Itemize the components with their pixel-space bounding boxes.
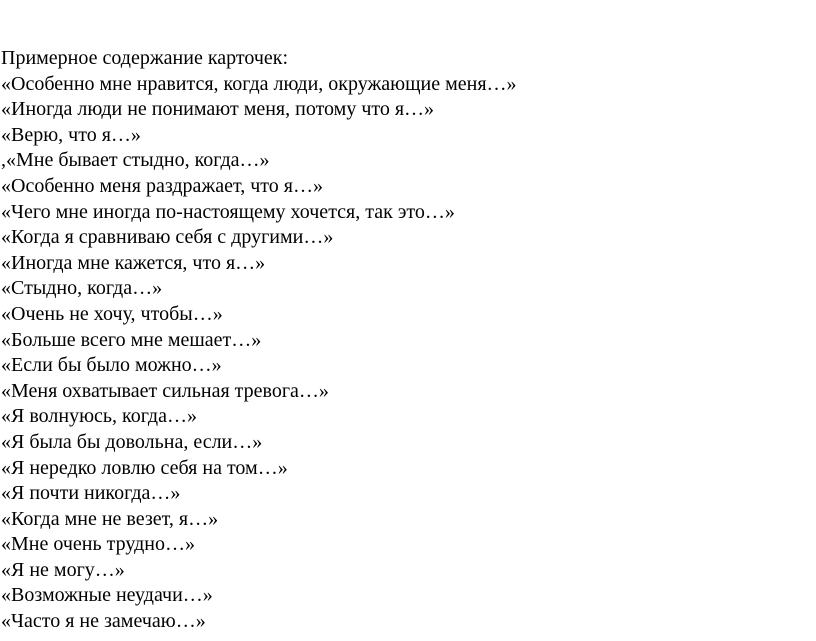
card-phrase-line: «Часто я не замечаю…» bbox=[1, 610, 206, 633]
card-phrase-line: «Иногда люди не понимают меня, потому что я…» bbox=[1, 98, 435, 121]
card-phrase-line: «Мне очень трудно…» bbox=[1, 533, 195, 556]
card-phrase-line: «Стыдно, когда…» bbox=[1, 277, 163, 300]
card-phrase-line: «Особенно мне нравится, когда люди, окружающие меня…» bbox=[1, 72, 517, 95]
card-phrase-line: «Я не могу…» bbox=[1, 558, 125, 581]
document-text bbox=[1, 46, 517, 635]
card-phrase-line: «Чего мне иногда по-настоящему хочется, так это…» bbox=[1, 200, 455, 223]
card-phrase-line: «Меня охватывает сильная тревога…» bbox=[1, 379, 329, 402]
card-phrase-line: «Особенно меня раздражает, что я…» bbox=[1, 174, 323, 197]
card-phrase-line: «Я почти никогда…» bbox=[1, 482, 181, 505]
card-phrase-line: ,«Мне бывает стыдно, когда…» bbox=[1, 149, 270, 172]
card-phrase-line: «Когда мне не везет, я…» bbox=[1, 507, 219, 530]
card-phrase-line: «Возможные неудачи…» bbox=[1, 584, 213, 607]
card-phrase-line: «Верю, что я…» bbox=[1, 123, 141, 146]
card-phrase-line: «Больше всего мне мешает…» bbox=[1, 328, 262, 351]
card-phrase-line: «Я нередко ловлю себя на том…» bbox=[1, 456, 288, 479]
card-phrase-line: «Когда я сравниваю себя с другими…» bbox=[1, 226, 334, 249]
card-phrase-line: «Я волнуюсь, когда…» bbox=[1, 405, 197, 428]
card-phrase-line: «Иногда мне кажется, что я…» bbox=[1, 251, 266, 274]
card-phrase-line: «Если бы было можно…» bbox=[1, 354, 222, 377]
card-phrase-line: «Я была бы довольна, если…» bbox=[1, 430, 263, 453]
card-phrase-line: «Очень не хочу, чтобы…» bbox=[1, 302, 223, 325]
document-heading: Примерное содержание карточек: bbox=[1, 47, 289, 69]
